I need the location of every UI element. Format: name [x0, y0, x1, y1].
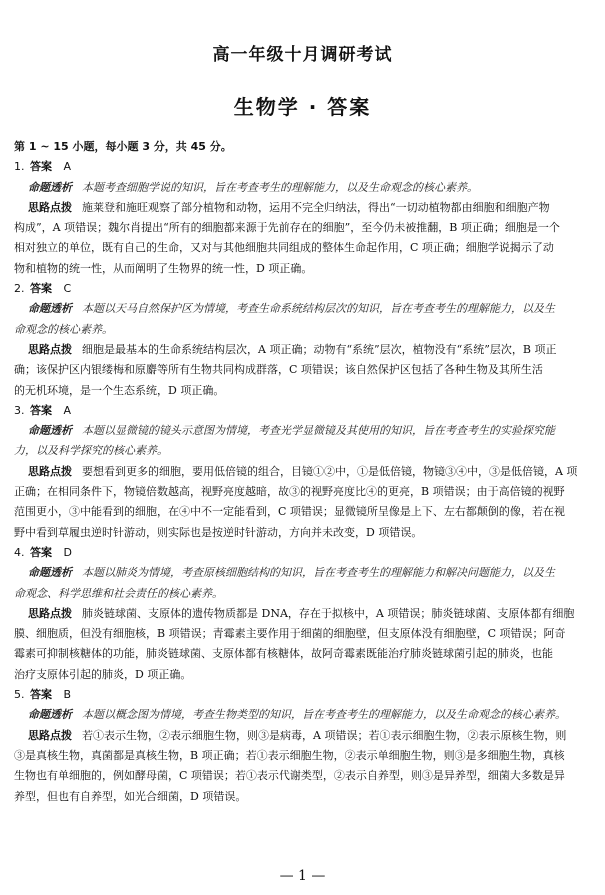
q4-analysis-line: 命题透析 本题以肺炎为情境，考查原核细胞结构的知识，旨在考查考生的理解能力和解决问题能力，以及生	[28, 566, 555, 580]
answer-body	[14, 137, 594, 807]
q4-hint-line: 治疗支原体引起的肺炎，D 项正确。	[14, 667, 192, 681]
answer-value: A	[63, 403, 72, 417]
q2-hint-line: 的无机环境，是一个生态系统，D 项正确。	[14, 383, 225, 397]
answer-value: A	[63, 160, 72, 174]
answer-label: 答案	[30, 282, 52, 296]
answer-value: D	[63, 545, 72, 559]
answer-label: 答案	[30, 688, 52, 702]
answer-label: 答案	[30, 403, 52, 417]
q1-hint-line: 相对独立的单位，既有自己的生命，又对与其他细胞共同组成的整体生命起作用，C 项正确；细胞学说揭示了动	[14, 241, 554, 255]
q5-analysis-line: 命题透析 本题以概念图为情境，考查生物类型的知识，旨在考查考生的理解能力，以及生命观念的核心素养。	[28, 708, 566, 722]
q4-hint-line: 霉素可抑制核糖体的功能，肺炎链球菌、支原体都有核糖体，故阿奇霉素既能治疗肺炎链球菌引起的肺炎，也能	[14, 647, 553, 661]
question-2-answer	[14, 279, 594, 299]
q3-hint-line: 野中看到草履虫逆时针游动，则实际也是按逆时针游动，方向并未改变，D 项错误。	[14, 525, 423, 539]
q2-analysis-line: 命观念的核心素养。	[14, 322, 113, 336]
question-number: 5.	[14, 688, 25, 702]
q3-hint-line: 思路点拨 要想看到更多的细胞，要用低倍镜的组合，目镜①②中，①是低倍镜，物镜③④中，③是低倍镜，A 项	[28, 464, 578, 478]
q1-hint-line: 构成”，A 项错误；魏尔肖提出“所有的细胞都来源于先前存在的细胞”，至今仍未被推翻，B 项正确；细胞是一个	[14, 221, 560, 235]
q2-hint-line: 思路点拨 细胞是最基本的生命系统结构层次，A 项正确；动物有“系统”层次，植物没有“系统”层次，B 项正	[28, 342, 557, 356]
question-5-answer	[14, 685, 594, 705]
exam-title: 高一年级十月调研考试	[212, 45, 393, 65]
q1-hint-line: 思路点拨 施莱登和施旺观察了部分植物和动物，运用不完全归纳法，得出“一切动植物都由细胞和细胞产物	[28, 200, 550, 214]
q3-hint-line: 正确；在相同条件下，物镜倍数越高，视野亮度越暗，故③的视野亮度比④的更亮，B 项错误；由于高倍镜的视野	[14, 485, 565, 499]
analysis-label: 命题透析	[28, 424, 72, 438]
hint-label: 思路点拨	[28, 606, 72, 620]
q4-analysis-line: 命观念、科学思维和社会责任的核心素养。	[14, 586, 223, 600]
exam-subtitle: 生物学 · 答案	[233, 95, 372, 119]
q2-analysis-line: 命题透析 本题以天马自然保护区为情境，考查生命系统结构层次的知识，旨在考查考生的理解能力，以及生	[28, 302, 555, 316]
q2-hint-line: 确；该保护区内银缕梅和原麝等所有生物共同构成群落，C 项错误；该自然保护区包括了各种生物及其所生活	[14, 363, 543, 377]
answer-label: 答案	[30, 545, 52, 559]
q3-analysis-line: 力，以及科学探究的核心素养。	[14, 444, 168, 458]
q4-hint-line: 思路点拨 肺炎链球菌、支原体的遗传物质都是 DNA，存在于拟核中，A 项错误；肺炎链球菌、支原体都有细胞	[28, 606, 575, 620]
question-4-answer	[14, 543, 594, 563]
analysis-label: 命题透析	[28, 708, 72, 722]
hint-label: 思路点拨	[28, 728, 72, 742]
q5-hint-line: 养型，但也有自养型，如光合细菌，D 项错误。	[14, 789, 247, 803]
q3-hint-line: 范围更小，③中能看到的细胞，在④中不一定能看到，C 项错误；显微镜所呈像是上下、左右都颠倒的像，若在视	[14, 505, 565, 519]
section-intro: 第 1 ~ 15 小题，每小题 3 分，共 45 分。	[14, 140, 232, 153]
q3-analysis-line: 命题透析 本题以显微镜的镜头示意图为情境，考查光学显微镜及其使用的知识，旨在考查考生的实验探究能	[28, 424, 555, 438]
q5-hint-line: 思路点拨 若①表示生物，②表示细胞生物，则③是病毒，A 项错误；若①表示细胞生物，②表示原核生物，则	[28, 728, 567, 742]
q5-hint-line: ③是真核生物，真菌都是真核生物，B 项正确；若①表示细胞生物，②表示单细胞生物，则③是多细胞生物，真核	[14, 748, 565, 762]
question-3-answer	[14, 401, 594, 421]
page-number: — 1 —	[279, 868, 326, 884]
q5-hint-line: 生物也有单细胞的，例如酵母菌，C 项错误；若①表示代谢类型，②表示自养型，则③是异养型，细菌大多数是异	[14, 769, 565, 783]
hint-label: 思路点拨	[28, 200, 72, 214]
hint-label: 思路点拨	[28, 342, 72, 356]
question-1-answer	[14, 157, 594, 177]
analysis-label: 命题透析	[28, 180, 72, 194]
q4-hint-line: 膜、细胞质，但没有细胞核，B 项错误；青霉素主要作用于细菌的细胞壁，但支原体没有细胞壁，C 项错误；阿奇	[14, 627, 566, 641]
question-number: 1.	[14, 160, 25, 174]
q1-analysis-line: 命题透析 本题考查细胞学说的知识，旨在考查考生的理解能力，以及生命观念的核心素养。	[28, 180, 478, 194]
answer-label: 答案	[30, 160, 52, 174]
q1-hint-line: 物和植物的统一性，从而阐明了生物界的统一性，D 项正确。	[14, 261, 313, 275]
question-number: 3.	[14, 403, 25, 417]
analysis-label: 命题透析	[28, 302, 72, 316]
analysis-label: 命题透析	[28, 566, 72, 580]
question-number: 2.	[14, 282, 25, 296]
answer-value: C	[63, 282, 72, 296]
question-number: 4.	[14, 545, 25, 559]
hint-label: 思路点拨	[28, 464, 72, 478]
answer-value: B	[63, 688, 72, 702]
